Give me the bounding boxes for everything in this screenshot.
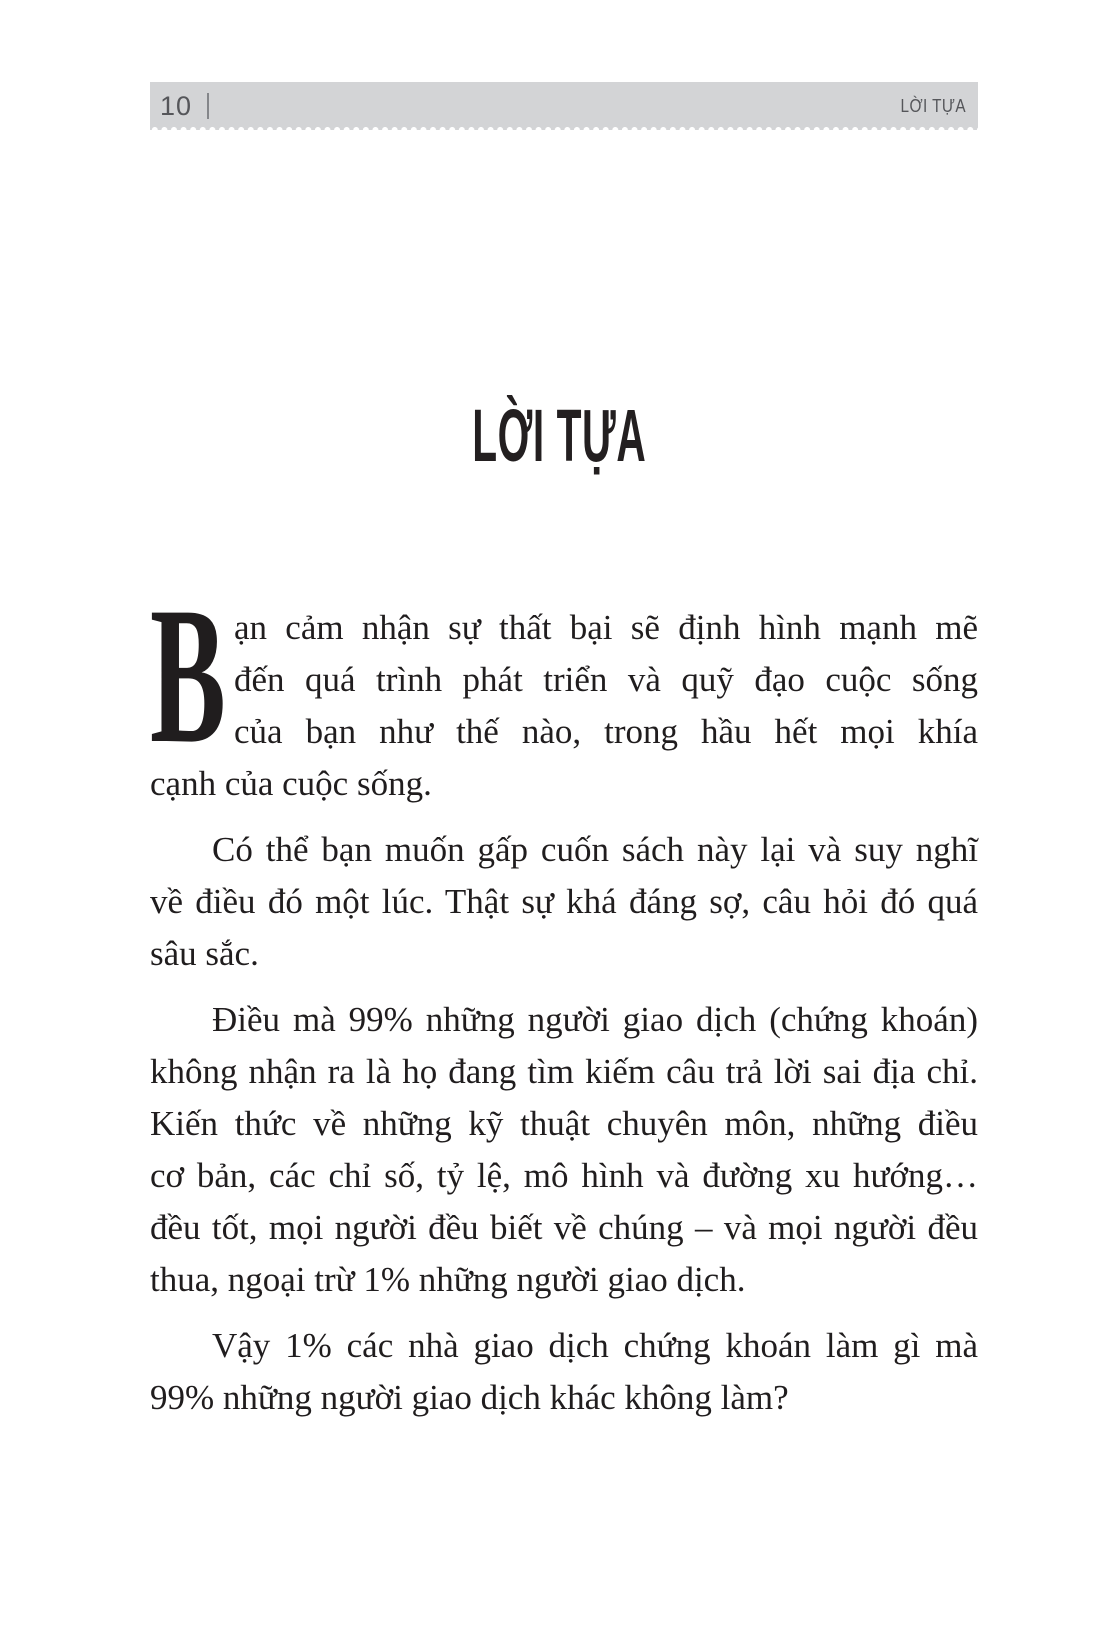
text-line: không nhận ra là họ đang tìm kiếm câu trả lời sai địa chỉ.	[150, 1052, 978, 1091]
text-line: Vậy 1% các nhà giao dịch chứng khoán làm gì mà	[212, 1326, 978, 1365]
text-line: cơ bản, các chỉ số, tỷ lệ, mô hình và đường xu hướng…	[150, 1156, 978, 1195]
paragraph	[150, 567, 978, 810]
body-text	[150, 567, 978, 1438]
dropcap-letter: B	[150, 567, 226, 784]
paragraph-lines	[150, 824, 978, 980]
header-divider	[207, 93, 209, 119]
text-line: sâu sắc.	[150, 934, 259, 973]
paragraph	[150, 1320, 978, 1424]
text-line: đều tốt, mọi người đều biết về chúng – và mọi người đều	[150, 1208, 978, 1247]
chapter-title-text: LỜI TỰA	[472, 394, 647, 477]
paragraph	[150, 994, 978, 1306]
text-line: Kiến thức về những kỹ thuật chuyên môn, những điều	[150, 1104, 978, 1143]
paragraph	[150, 824, 978, 980]
text-line: về điều đó một lúc. Thật sự khá đáng sợ, câu hỏi đó quá	[150, 882, 978, 921]
chapter-title	[0, 396, 1119, 476]
paragraph-lines	[150, 567, 978, 810]
paragraph-lines	[150, 994, 978, 1306]
running-title	[889, 96, 966, 117]
text-line: 99% những người giao dịch khác không làm?	[150, 1378, 789, 1417]
text-line: đến quá trình phát triển và quỹ đạo cuộc sống	[234, 660, 978, 699]
text-line: cạnh của cuộc sống.	[150, 764, 432, 803]
running-title-label: LỜI TỰA	[900, 95, 966, 116]
running-header-bar	[150, 82, 978, 130]
paragraph-lines	[150, 1320, 978, 1424]
text-line: Điều mà 99% những người giao dịch (chứng khoán)	[212, 1000, 978, 1039]
text-line: của bạn như thế nào, trong hầu hết mọi khía	[234, 712, 978, 751]
text-line: Có thể bạn muốn gấp cuốn sách này lại và suy nghĩ	[212, 830, 978, 869]
text-line: thua, ngoại trừ 1% những người giao dịch.	[150, 1260, 746, 1299]
page-number: 10	[160, 90, 193, 121]
text-line: ạn cảm nhận sự thất bại sẽ định hình mạnh mẽ	[234, 608, 978, 647]
